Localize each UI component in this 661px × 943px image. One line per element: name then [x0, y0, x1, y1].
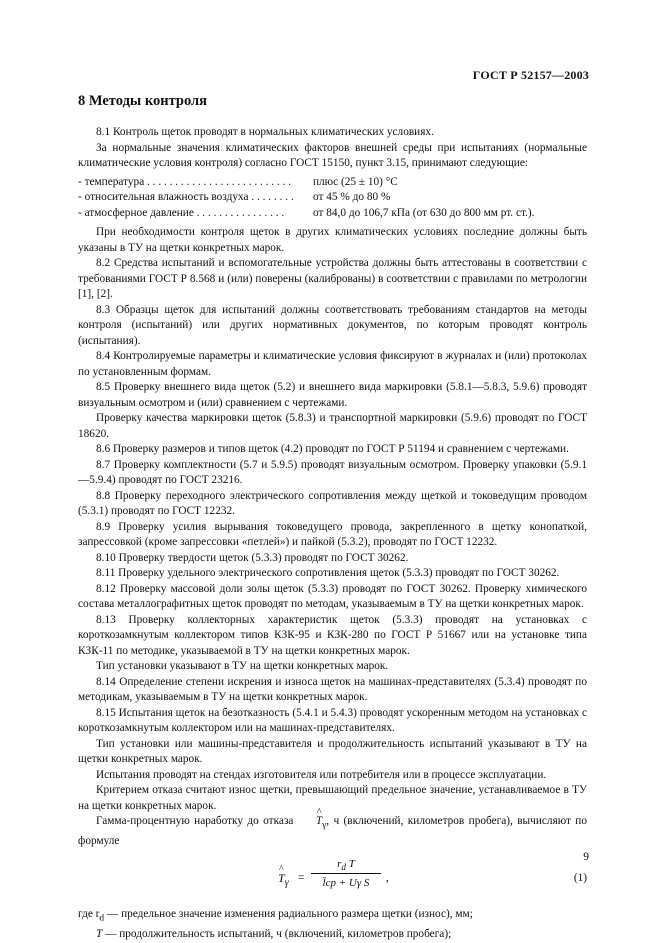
formula-num-rest: T [345, 858, 355, 871]
paragraph: 8.8 Проверку переходного электрического сопротивления между щеткой и токоведущим проводом (5.3.1) проводят по ГОСТ 12232. [78, 489, 587, 517]
formula-1 [278, 853, 418, 907]
formula-lhs-sub: γ [284, 877, 289, 889]
condition-value: плюс (25 ± 10) °С [313, 175, 398, 188]
paragraph: 8.3 Образцы щеток для испытаний должны соответствовать требованиям стандартов на методы контроля (испытаний) или других нормативных документов, по которым проводят контроль (испытания). [78, 303, 587, 347]
gamma-subscript: γ [322, 820, 327, 831]
paragraph: Испытания проводят на стендах изготовителя или потребителя или в процессе эксплуатации. [96, 768, 547, 781]
section-title: 8 Методы контроля [78, 93, 208, 109]
formula-block [78, 853, 587, 907]
document-body [78, 125, 587, 943]
paragraph: 8.14 Определение степени искрения и износа щеток на машинах-представителях (5.3.4) проводят по методикам, указываемым в ТУ на щетки конкретных марок. [78, 675, 587, 703]
paragraph: Тип установки или машины-представителя и продолжительность испытаний указывают в ТУ на щетки конкретных марок. [78, 737, 587, 765]
formula-fraction [311, 857, 381, 892]
paragraph: При необходимости контроля щеток в других климатических условиях последние должны быть указаны в ТУ на щетки конкретных марок. [78, 226, 587, 254]
condition-value: от 45 % до 80 % [313, 191, 391, 203]
gamma-paragraph [78, 814, 587, 849]
formula-denominator: l̄ср + Uγ S [322, 877, 370, 890]
list-item [78, 190, 587, 206]
equation-number: (1) [573, 872, 587, 885]
condition-label: - атмосферное давление . . . . . . . . . . . . . . . . [78, 206, 285, 219]
paragraph: 8.11 Проверку удельного электрического сопротивления щеток (5.3.3) проводят по ГОСТ 30262. [96, 567, 560, 579]
formula-num-sub: d [341, 862, 346, 873]
condition-label: - относительная влажность воздуха . . . . . . . . [78, 191, 294, 203]
paragraph: 8.6 Проверку размеров и типов щеток (4.2) проводят по ГОСТ Р 51194 и сравнением с чертежами. [96, 443, 569, 455]
list-item [78, 206, 587, 222]
paragraph: 8.15 Испытания щеток на безотказность (5.4.1 и 5.4.3) проводят ускоренным методом на установках с короткозамкнутым коллектором или на машинах-представителях. [78, 706, 587, 734]
paragraph: 8.9 Проверку усилия вырывания токоведущего провода, закрепленного в щетку конопаткой, запрессовкой (кроме запрессовки «петлей») и пайкой (5.3.2), проводят по ГОСТ 12232. [78, 520, 587, 548]
paragraph: 8.10 Проверку твердости щеток (5.3.3) проводят по ГОСТ 30262. [96, 551, 409, 564]
paragraph: Критерием отказа считают износ щетки, превышающий предельное значение, устанавливаемое в ТУ на щетки конкретных марок. [78, 784, 587, 812]
condition-label: - температура . . . . . . . . . . . . . . . . . . . . . . . . . . [78, 175, 292, 188]
gamma-text-after: , ч (включений, километров пробега), вычисляют по формуле [78, 815, 588, 847]
conditions-list [78, 175, 587, 222]
definition-symbol: T [96, 928, 103, 940]
page-number: 9 [583, 851, 589, 863]
definition-text: — продолжительность испытаний, ч (включений, километров пробега); [102, 928, 452, 940]
definition-rd [78, 907, 587, 927]
gamma-symbol: ^ T [298, 814, 322, 830]
page-header: ГОСТ Р 52157—2003 [472, 68, 589, 82]
paragraph: Проверку качества маркировки щеток (5.8.3) и транспортной маркировки (5.9.6) проводят по ГОСТ 18620. [78, 412, 587, 440]
definition-symbol: где r [78, 908, 100, 921]
paragraph: 8.12 Проверку массовой доли золы щеток (5.3.3) проводят по ГОСТ 30262. Проверку химического состава металлографитных щеток проводят по методам, указываемым в ТУ на щетки конкретных марок. [78, 582, 587, 610]
paragraph: Тип установки указывают в ТУ на щетки конкретных марок. [96, 660, 389, 672]
formula-lhs [278, 871, 289, 891]
paragraph: 8.2 Средства испытаний и вспомогательные устройства должны быть аттестованы в соответствии с требованиями ГОСТ Р 8.568 и (или) поверены (калиброваны) в соответствии с правилами по метрологии [1], [2]. [78, 257, 587, 300]
formula-num-symbol: r [337, 858, 342, 871]
formula-equals: = [298, 872, 305, 885]
paragraph-8-1: 8.1 Контроль щеток проводят в нормальных климатических условиях. [96, 126, 434, 138]
definition-text: — предельное значение изменения радиального размера щетки (износ), мм; [104, 908, 473, 921]
definition-T [78, 927, 587, 943]
paragraph: 8.13 Проверку коллекторных характеристик щеток (5.3.3) проводят на установках с короткозамкнутым коллектором типов КЗК-95 и КЗК-280 по ГОСТ Р 51667 или на установке типа КЗК-11 по методике, указываемой в ТУ на щетки конкретных марок. [78, 613, 587, 657]
paragraph-normal-conditions: За нормальные значения климатических факторов внешней среды при испытаниях (нормальные климатические условия контроля) согласно ГОСТ 15150, пункт 3.15, принимают следующие: [78, 141, 587, 169]
condition-value: от 84,0 до 106,7 кПа (от 630 до 800 мм рт. ст.). [313, 206, 535, 219]
formula-lhs-symbol: ^ T [278, 871, 285, 887]
paragraph: 8.5 Проверку внешнего вида щеток (5.2) и внешнего вида маркировки (5.8.1—5.8.3, 5.9.6) проводят визуальным осмотром и (или) сравнением с чертежами. [78, 381, 587, 409]
formula-fraction-bar [311, 873, 381, 874]
list-item [78, 175, 587, 191]
gamma-text-before: Гамма-процентную наработку до отказа [96, 815, 298, 827]
formula-numerator [311, 857, 381, 872]
paragraph: 8.4 Контролируемые параметры и климатические условия фиксируют в журналах и (или) протоколах по установленным формам. [78, 350, 587, 378]
paragraph: 8.7 Проверку комплектности (5.7 и 5.9.5) проводят визуальным осмотром. Проверку упаковки (5.9.1—5.9.4) проводят по ГОСТ 23216. [78, 458, 587, 486]
definition-sub: d [99, 913, 105, 924]
formula-comma: , [386, 872, 389, 885]
